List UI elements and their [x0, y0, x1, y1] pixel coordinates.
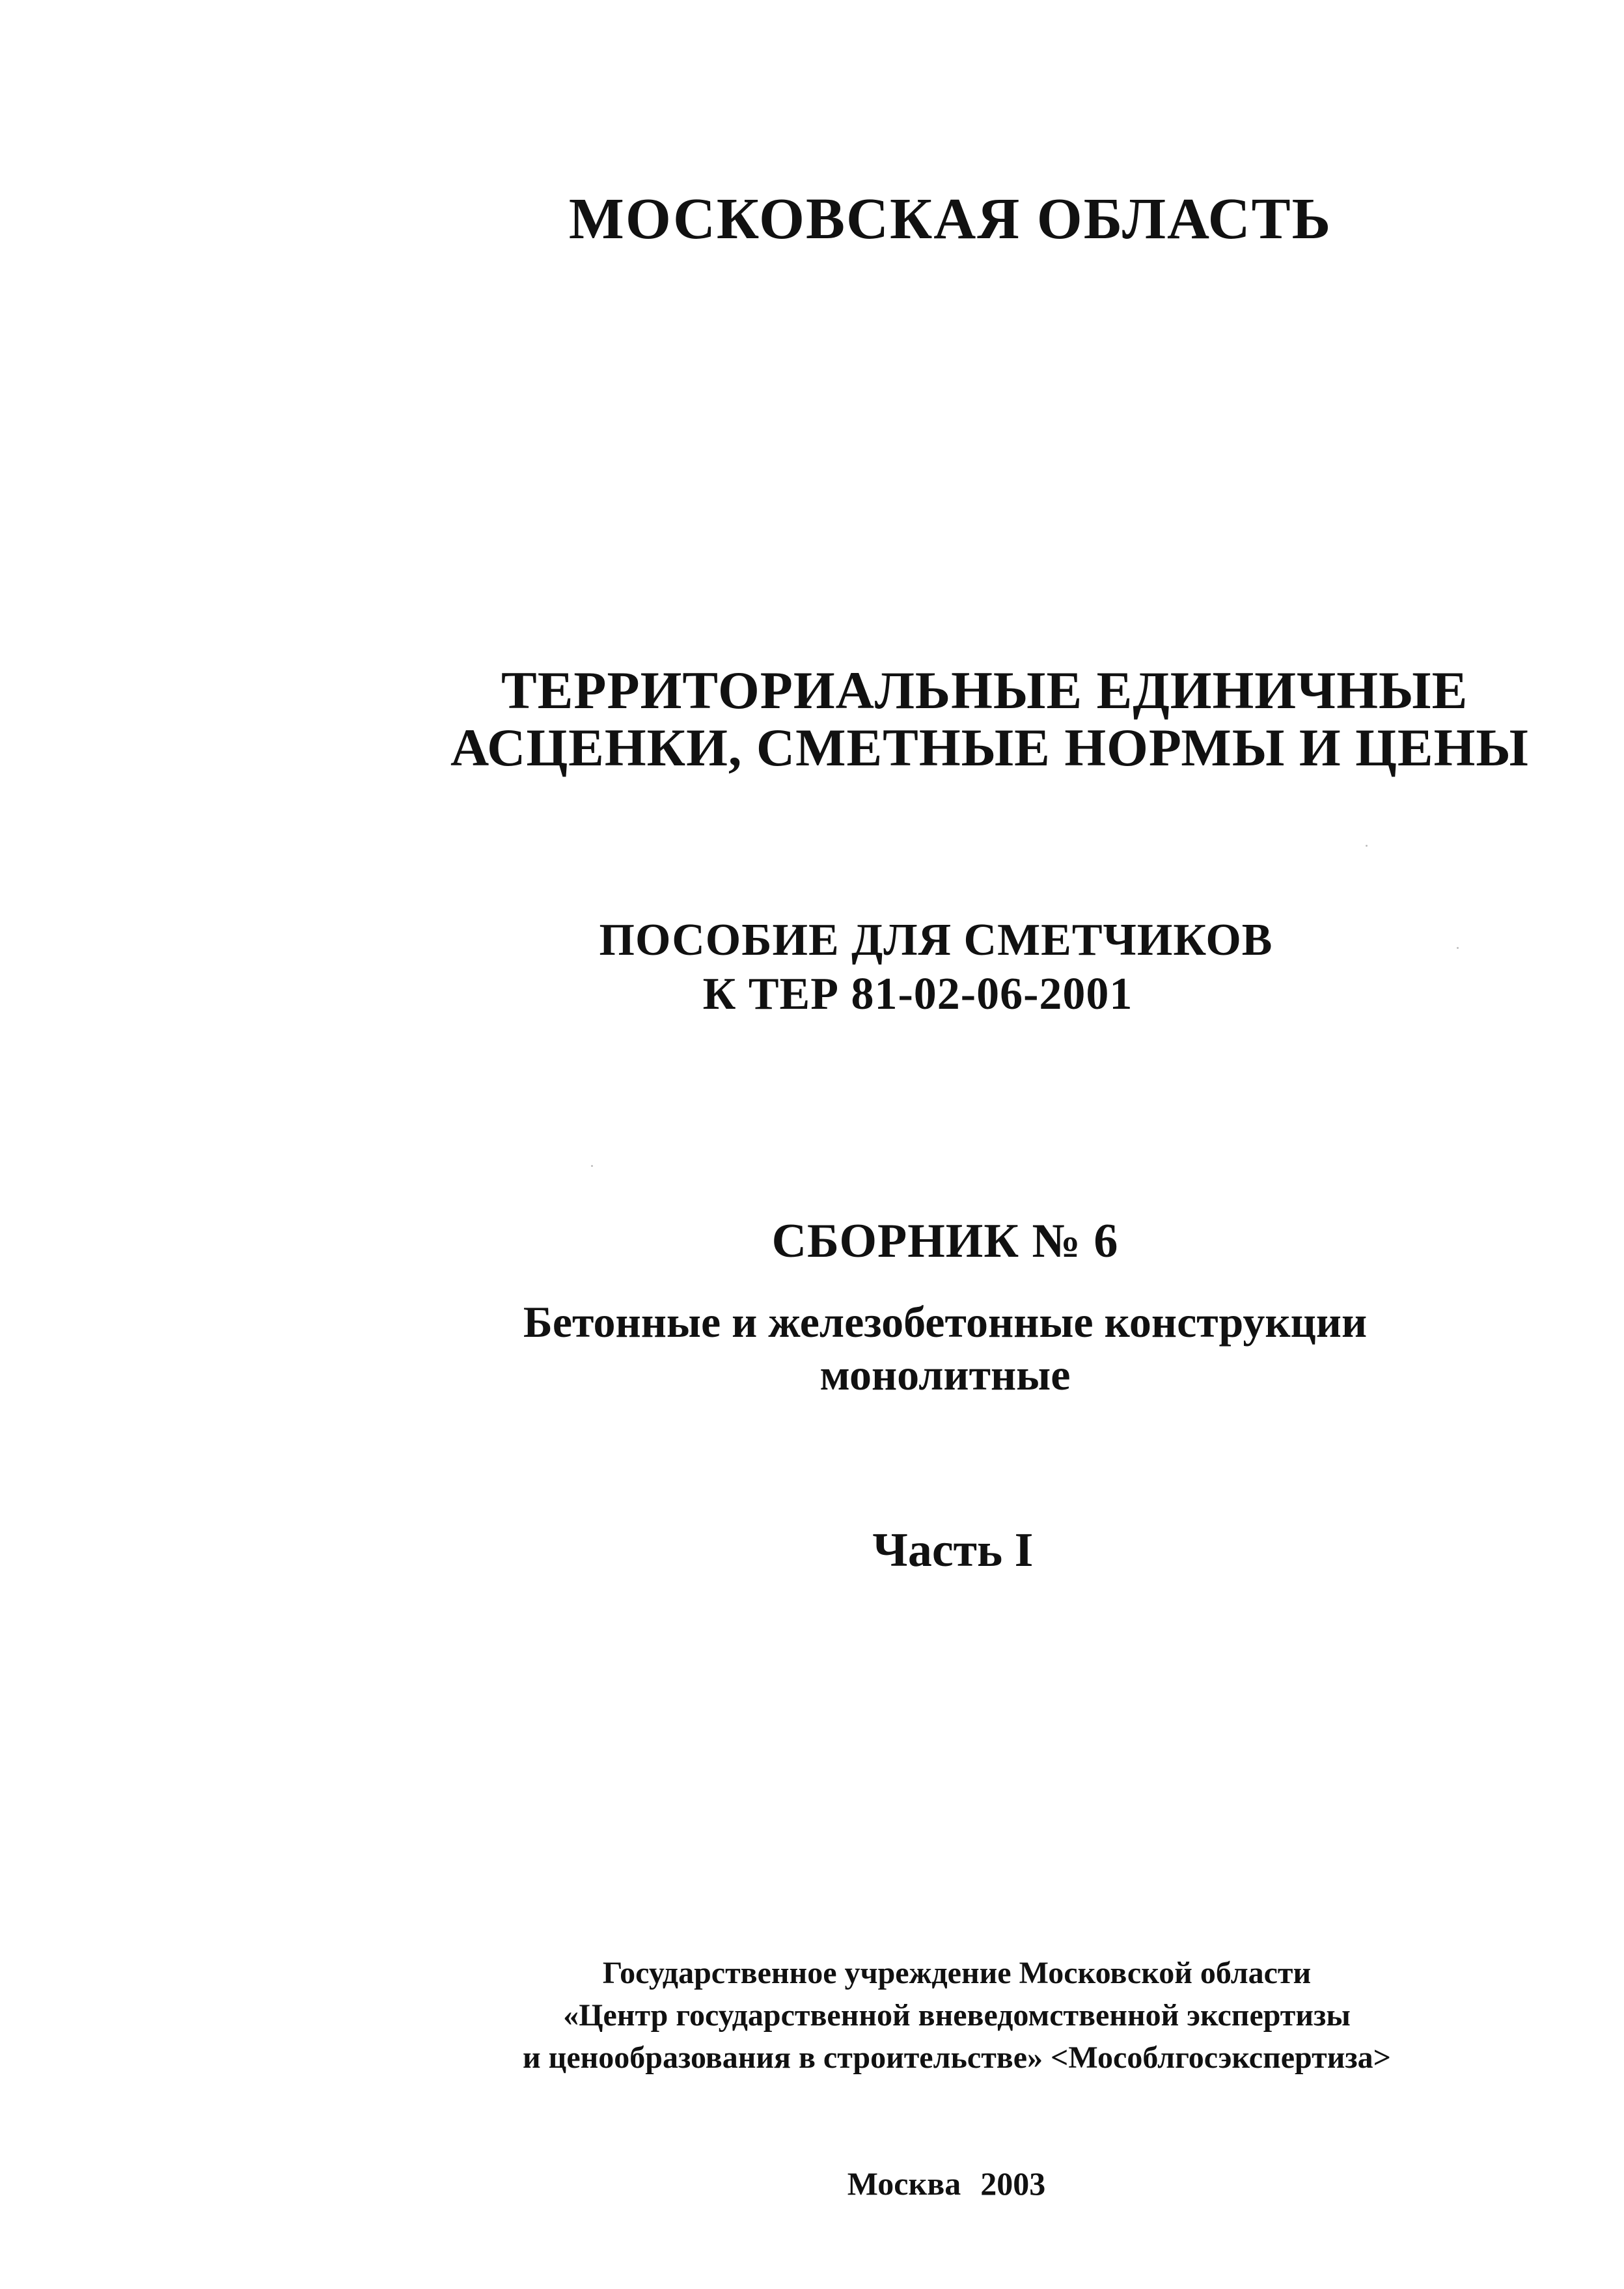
- title-line-2: АСЦЕНКИ, СМЕТНЫЕ НОРМЫ И ЦЕНЫ: [450, 718, 1529, 777]
- scan-speck: [1457, 947, 1459, 949]
- subtitle-line-2: К ТЕР 81-02-06-2001: [702, 969, 1133, 1019]
- imprint-year: 2003: [980, 2165, 1046, 2202]
- imprint: [847, 2167, 1046, 2200]
- part-label: Часть I: [872, 1524, 1034, 1577]
- region-heading: МОСКОВСКАЯ ОБЛАСТЬ: [568, 187, 1332, 251]
- collection-number: СБОРНИК № 6: [771, 1214, 1119, 1268]
- collection-name-line-1: Бетонные и железобетонные конструкции: [523, 1297, 1368, 1347]
- scan-speck: [1366, 845, 1368, 847]
- publisher-line-1: Государственное учреждение Московской области: [602, 1956, 1312, 1990]
- collection-name-line-2: монолитные: [819, 1350, 1071, 1399]
- scan-speck: [591, 1165, 593, 1167]
- publisher-line-3: и ценообразования в строительстве» <Мособлгосэкспертиза>: [523, 2040, 1391, 2075]
- subtitle-line-1: ПОСОБИЕ ДЛЯ СМЕТЧИКОВ: [599, 915, 1273, 965]
- title-line-1: ТЕРРИТОРИАЛЬНЫЕ ЕДИНИЧНЫЕ: [501, 661, 1468, 720]
- publisher-line-2: «Центр государственной вневедомственной экспертизы: [563, 1998, 1351, 2033]
- imprint-city: Москва: [847, 2165, 961, 2202]
